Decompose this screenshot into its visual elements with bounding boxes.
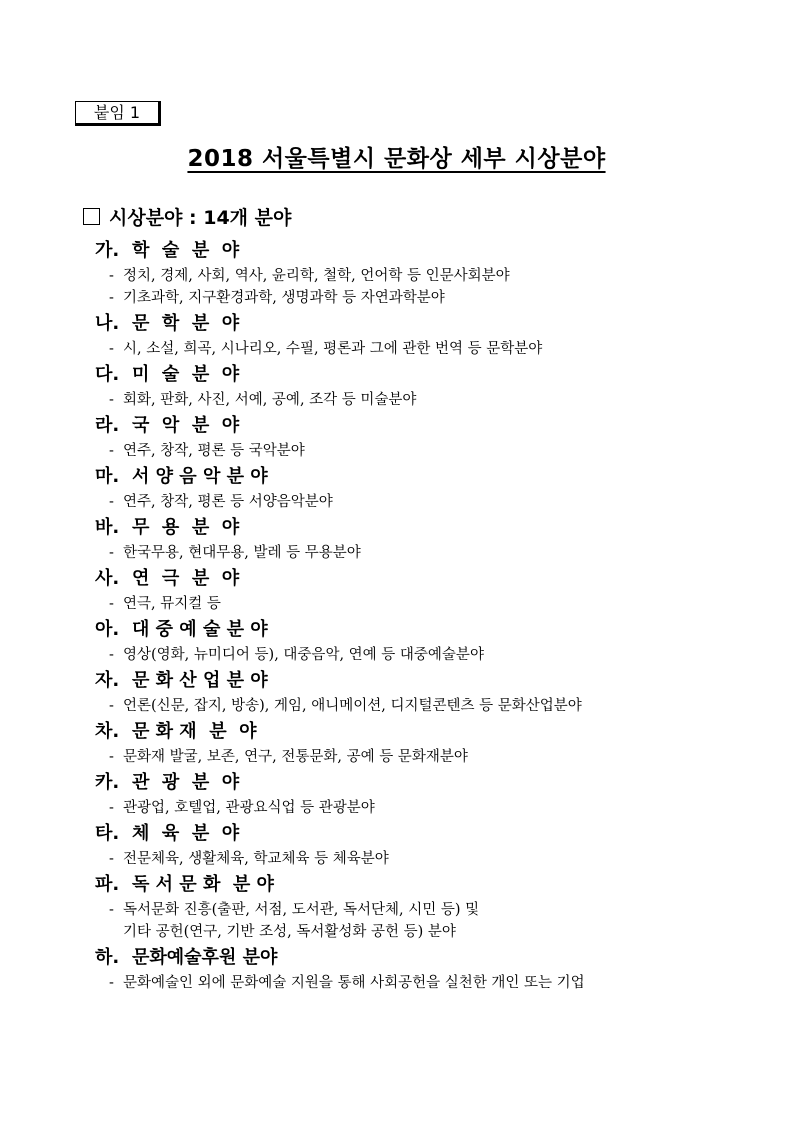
category-description-text: 회화, 판화, 사진, 서예, 공예, 조각 등 미술분야 — [123, 392, 417, 408]
category-label: 다. — [95, 364, 120, 385]
category-label: 나. — [95, 313, 120, 334]
bullet-dash: - — [109, 975, 114, 991]
category-item — [95, 513, 735, 564]
category-name: 문 화 산 업 분 야 — [132, 670, 268, 691]
category-name: 관 광 분 야 — [132, 772, 240, 793]
category-description — [95, 695, 735, 717]
category-description — [95, 287, 735, 309]
category-title — [95, 462, 735, 491]
bullet-dash: - — [109, 749, 114, 765]
category-name: 국 악 분 야 — [132, 415, 240, 436]
category-label: 자. — [95, 670, 120, 691]
category-description — [95, 746, 735, 768]
bullet-dash: - — [109, 851, 114, 867]
category-item — [95, 870, 735, 943]
category-item — [95, 411, 735, 462]
category-description — [95, 972, 735, 994]
section-header-text: 시상분야 : 14개 분야 — [109, 206, 292, 229]
category-description-text: 언론(신문, 잡지, 방송), 게임, 애니메이션, 디지털콘텐츠 등 문화산업분야 — [123, 698, 582, 714]
category-title — [95, 309, 735, 338]
category-item — [95, 462, 735, 513]
category-name: 체 육 분 야 — [132, 823, 240, 844]
category-description — [95, 440, 735, 462]
category-description-text: 영상(영화, 뉴미디어 등), 대중음악, 연예 등 대중예술분야 — [123, 647, 484, 663]
category-description-text: 기초과학, 지구환경과학, 생명과학 등 자연과학분야 — [123, 290, 445, 306]
category-label: 라. — [95, 415, 120, 436]
bullet-dash: - — [109, 596, 114, 612]
category-name: 문화예술후원 분야 — [132, 947, 278, 968]
category-label: 타. — [95, 823, 120, 844]
category-title — [95, 768, 735, 797]
category-name: 대 중 예 술 분 야 — [132, 619, 268, 640]
category-label: 카. — [95, 772, 120, 793]
category-item — [95, 615, 735, 666]
category-description — [95, 338, 735, 360]
bullet-dash: - — [109, 443, 114, 459]
category-item — [95, 309, 735, 360]
category-description — [95, 644, 735, 666]
category-title — [95, 360, 735, 389]
category-label: 차. — [95, 721, 120, 742]
category-item — [95, 236, 735, 309]
bullet-dash: - — [109, 392, 114, 408]
category-description-text: 독서문화 진흥(출판, 서점, 도서관, 독서단체, 시민 등) 및 — [123, 902, 480, 918]
category-item — [95, 564, 735, 615]
section-header — [83, 204, 291, 228]
category-description-text: 시, 소설, 희곡, 시나리오, 수필, 평론과 그에 관한 번역 등 문학분야 — [123, 341, 543, 357]
category-description — [95, 542, 735, 564]
category-description-text: 한국무용, 현대무용, 발레 등 무용분야 — [123, 545, 361, 561]
category-description — [95, 593, 735, 615]
bullet-dash: - — [109, 290, 114, 306]
category-description-text: 정치, 경제, 사회, 역사, 윤리학, 철학, 언어학 등 인문사회분야 — [123, 268, 510, 284]
category-title — [95, 870, 735, 899]
category-description-text: 연주, 창작, 평론 등 서양음악분야 — [123, 494, 333, 510]
category-title — [95, 819, 735, 848]
category-label: 아. — [95, 619, 120, 640]
category-description — [95, 797, 735, 819]
category-name: 학 술 분 야 — [132, 240, 240, 261]
category-title — [95, 513, 735, 542]
category-label: 사. — [95, 568, 120, 589]
bullet-dash: - — [109, 902, 114, 918]
category-label: 파. — [95, 874, 120, 895]
category-title — [95, 615, 735, 644]
category-item — [95, 666, 735, 717]
checkbox-square-icon — [83, 208, 100, 225]
bullet-dash: - — [109, 545, 114, 561]
category-name: 문 화 재 분 야 — [132, 721, 257, 742]
category-description — [95, 491, 735, 513]
category-name: 독 서 문 화 분 야 — [132, 874, 274, 895]
page-title-text: 2018 서울특별시 문화상 세부 시상분야 — [187, 146, 606, 172]
bullet-dash: - — [109, 647, 114, 663]
bullet-dash: - — [109, 800, 114, 816]
attachment-label: 붙임 1 — [75, 101, 161, 126]
category-description — [95, 899, 735, 921]
category-label: 바. — [95, 517, 120, 538]
category-list — [95, 236, 735, 994]
bullet-dash: - — [109, 494, 114, 510]
bullet-dash: - — [109, 268, 114, 284]
category-label: 가. — [95, 240, 120, 261]
category-item — [95, 943, 735, 994]
category-item — [95, 360, 735, 411]
category-item — [95, 819, 735, 870]
category-name: 서 양 음 악 분 야 — [132, 466, 268, 487]
category-description — [95, 389, 735, 411]
category-title — [95, 943, 735, 972]
category-name: 문 학 분 야 — [132, 313, 240, 334]
category-item — [95, 717, 735, 768]
category-label: 하. — [95, 947, 120, 968]
bullet-dash: - — [109, 341, 114, 357]
category-description-text: 연극, 뮤지컬 등 — [123, 596, 221, 612]
bullet-dash: - — [109, 698, 114, 714]
category-description-text: 연주, 창작, 평론 등 국악분야 — [123, 443, 305, 459]
category-label: 마. — [95, 466, 120, 487]
category-title — [95, 717, 735, 746]
page-title — [0, 140, 793, 173]
category-title — [95, 666, 735, 695]
category-description-text: 전문체육, 생활체육, 학교체육 등 체육분야 — [123, 851, 389, 867]
category-name: 미 술 분 야 — [132, 364, 240, 385]
category-title — [95, 411, 735, 440]
category-description-text: 문화예술인 외에 문화예술 지원을 통해 사회공헌을 실천한 개인 또는 기업 — [123, 975, 585, 991]
category-description-continuation: 기타 공헌(연구, 기반 조성, 독서활성화 공헌 등) 분야 — [123, 924, 456, 940]
category-title — [95, 564, 735, 593]
category-item — [95, 768, 735, 819]
category-description — [95, 265, 735, 287]
category-description-text: 관광업, 호텔업, 관광요식업 등 관광분야 — [123, 800, 375, 816]
category-name: 연 극 분 야 — [132, 568, 240, 589]
category-description — [95, 848, 735, 870]
category-name: 무 용 분 야 — [132, 517, 240, 538]
category-title — [95, 236, 735, 265]
category-description-text: 문화재 발굴, 보존, 연구, 전통문화, 공예 등 문화재분야 — [123, 749, 468, 765]
